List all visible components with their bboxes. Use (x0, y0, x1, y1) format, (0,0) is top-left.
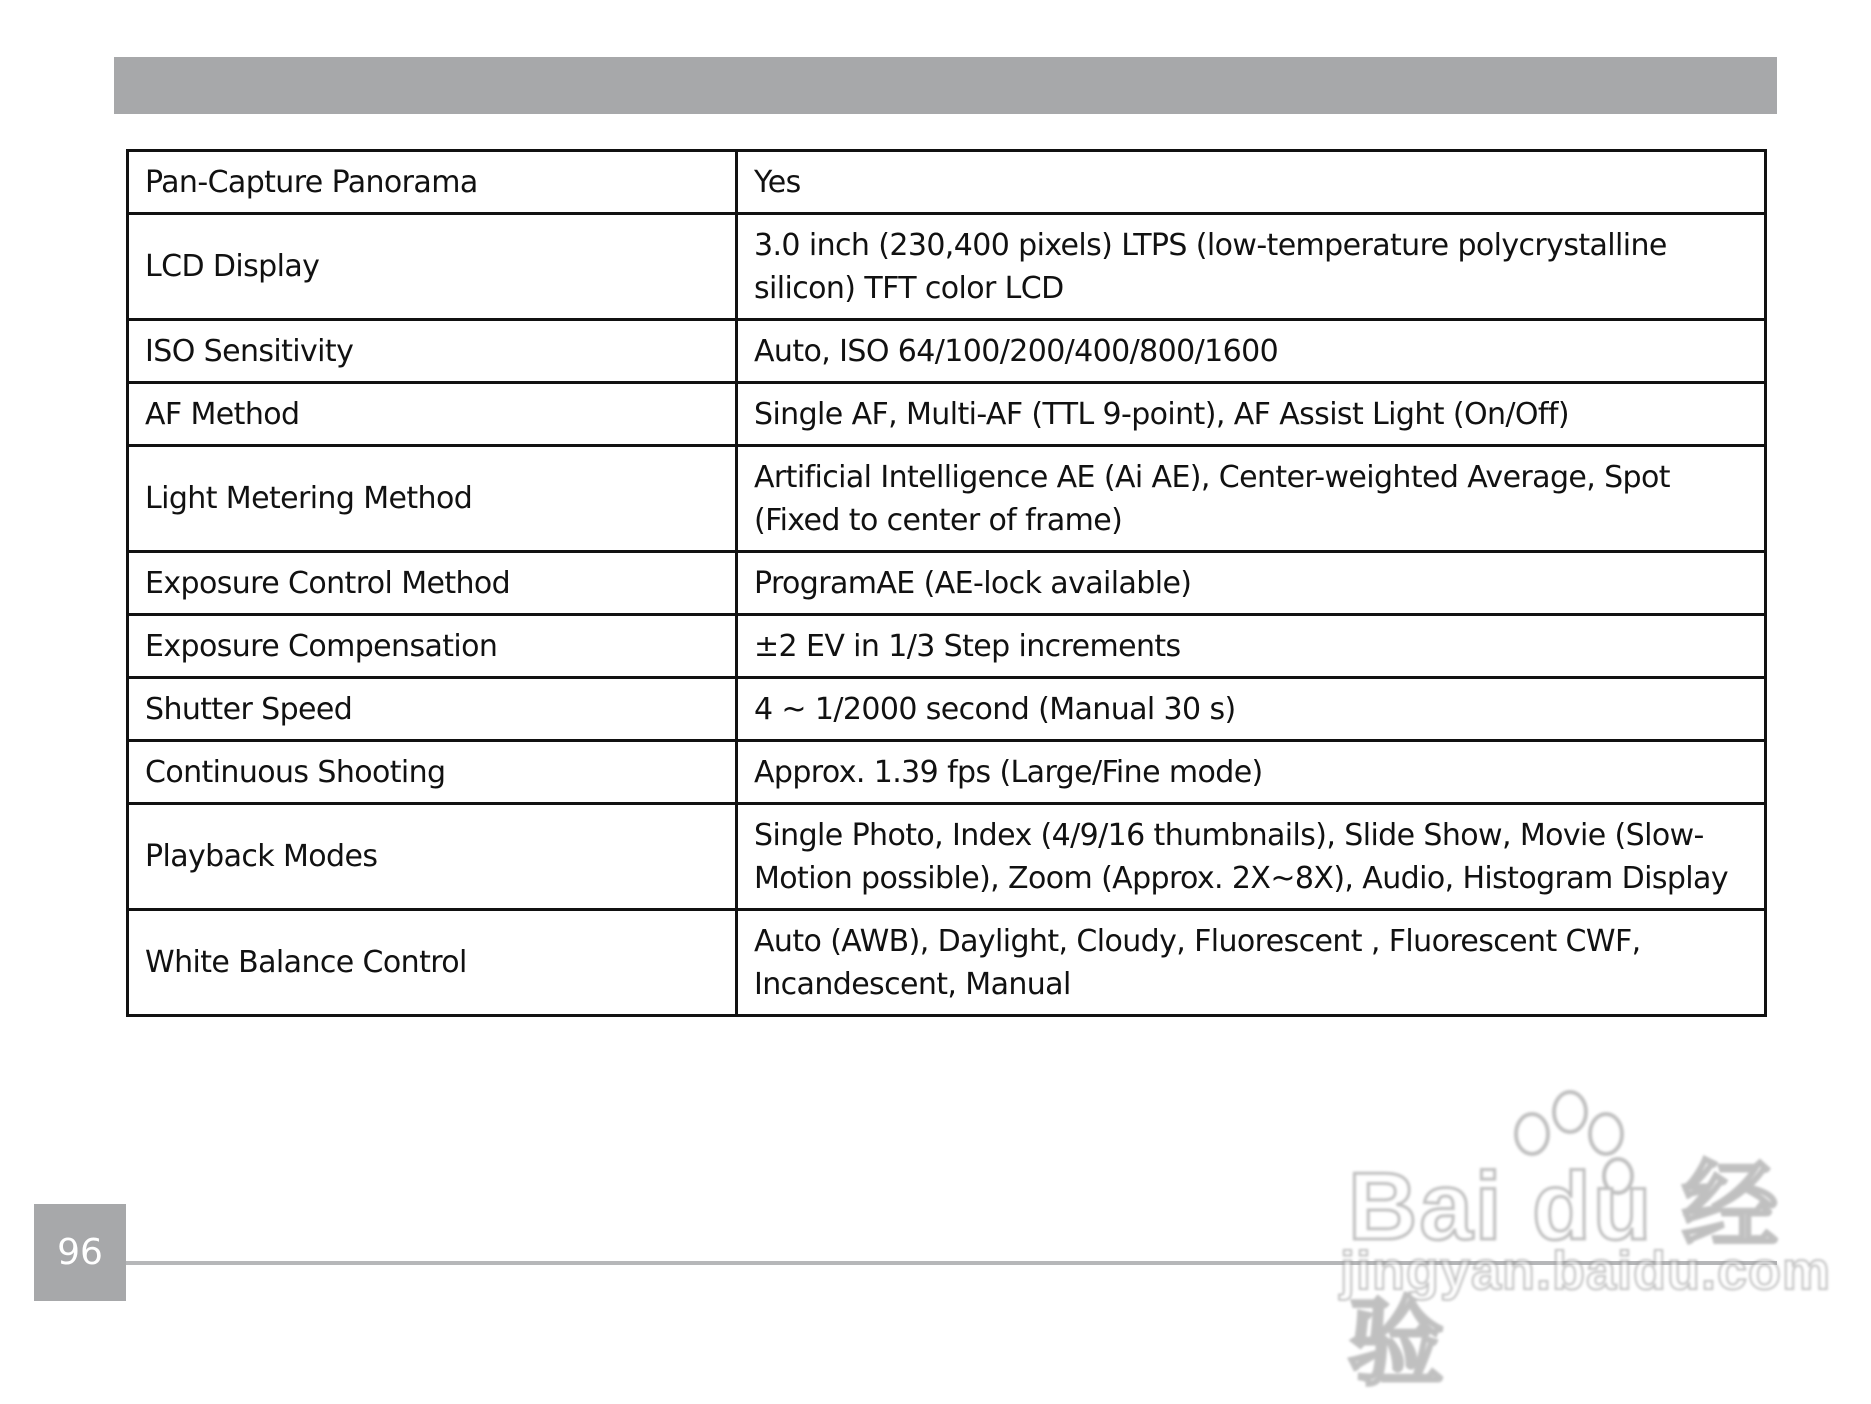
watermark-brand: Bai du 经验 (1348, 1153, 1781, 1397)
table-row (128, 320, 1766, 383)
spec-value: Single AF, Multi-AF (TTL 9-point), AF Assist Light (On/Off) (737, 383, 1766, 446)
spec-value: Artificial Intelligence AE (Ai AE), Center-weighted Average, Spot (Fixed to center of frame) (737, 446, 1766, 552)
spec-label: Continuous Shooting (128, 741, 737, 804)
table-row (128, 741, 1766, 804)
table-row (128, 552, 1766, 615)
spec-label: Shutter Speed (128, 678, 737, 741)
table-row (128, 383, 1766, 446)
table-row (128, 804, 1766, 910)
spec-value: Auto, ISO 64/100/200/400/800/1600 (737, 320, 1766, 383)
spec-value: 3.0 inch (230,400 pixels) LTPS (low-temperature polycrystalline silicon) TFT color LCD (737, 214, 1766, 320)
page-number: 96 (34, 1204, 126, 1301)
table-row (128, 214, 1766, 320)
spec-value: ±2 EV in 1/3 Step increments (737, 615, 1766, 678)
table-row (128, 615, 1766, 678)
spec-label: Exposure Compensation (128, 615, 737, 678)
spec-label: Light Metering Method (128, 446, 737, 552)
spec-label: Pan-Capture Panorama (128, 151, 737, 214)
baidu-watermark (1340, 1090, 1832, 1397)
spec-value: Single Photo, Index (4/9/16 thumbnails), Slide Show, Movie (Slow-Motion possible), Zoom (Approx. 2X~8X), Audio, Histogram Display (737, 804, 1766, 910)
table-row (128, 678, 1766, 741)
spec-label: Playback Modes (128, 804, 737, 910)
spec-label: White Balance Control (128, 910, 737, 1016)
spec-table (126, 149, 1767, 1017)
spec-value: Approx. 1.39 fps (Large/Fine mode) (737, 741, 1766, 804)
spec-value: Auto (AWB), Daylight, Cloudy, Fluorescent , Fluorescent CWF, Incandescent, Manual (737, 910, 1766, 1016)
spec-label: LCD Display (128, 214, 737, 320)
table-row (128, 151, 1766, 214)
spec-label: AF Method (128, 383, 737, 446)
spec-value: ProgramAE (AE-lock available) (737, 552, 1766, 615)
table-row (128, 910, 1766, 1016)
watermark-url: jingyan.baidu.com (1340, 1241, 1832, 1301)
spec-label: Exposure Control Method (128, 552, 737, 615)
spec-label: ISO Sensitivity (128, 320, 737, 383)
spec-value: 4 ~ 1/2000 second (Manual 30 s) (737, 678, 1766, 741)
spec-value: Yes (737, 151, 1766, 214)
header-bar (114, 57, 1777, 114)
table-row (128, 446, 1766, 552)
